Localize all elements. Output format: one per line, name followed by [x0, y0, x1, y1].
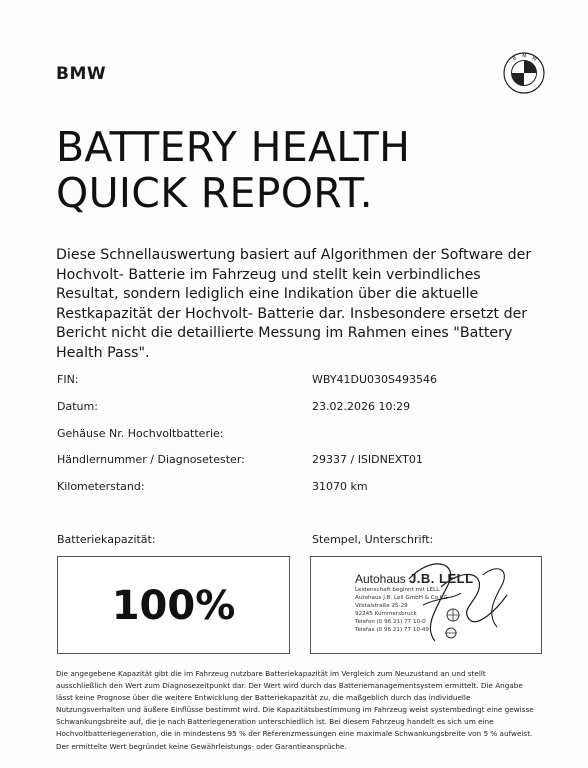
- stamp-company: [355, 571, 495, 586]
- dealer-stamp: [355, 571, 495, 634]
- stamp-line-4: Telefon (0 96 21) 77 10-0: [355, 619, 426, 625]
- dealer-label: Händlernummer / Diagnosetester:: [57, 453, 245, 466]
- svg-text:B: B: [511, 55, 518, 63]
- stamp-line-5: Telefax (0 96 21) 77 10-49: [355, 627, 430, 633]
- svg-text:W: W: [530, 55, 538, 63]
- report-title: [56, 124, 410, 216]
- housing-number-label: Gehäuse Nr. Hochvoltbatterie:: [57, 427, 224, 440]
- brand-wordmark: BMW: [56, 64, 107, 84]
- dealer-value: 29337 / ISIDNEXT01: [312, 453, 423, 466]
- capacity-value: 100%: [111, 583, 236, 629]
- date-label: Datum:: [57, 400, 98, 413]
- stamp-line-3: 92245 Kümmersbruck: [355, 611, 417, 617]
- stamp-line-1: Autohaus J.B. Lell GmbH & Co.KG: [355, 595, 448, 601]
- title-line-2: QUICK REPORT.: [56, 169, 373, 217]
- capacity-label: Batteriekapazität:: [57, 533, 156, 546]
- fin-value: WBY41DU030S493546: [312, 373, 438, 386]
- capacity-box: [57, 556, 290, 654]
- stamp-company-prefix: Autohaus: [355, 572, 406, 586]
- stamp-tagline: Leidenschaft beginnt mit LELL: [355, 587, 440, 593]
- title-line-1: BATTERY HEALTH: [56, 123, 411, 171]
- mileage-label: Kilometerstand:: [57, 480, 145, 493]
- mileage-value: 31070 km: [312, 480, 368, 493]
- intro-paragraph: Diese Schnellauswertung basiert auf Algorithmen der Software der Hochvolt- Batterie im Fahrzeug und stellt kein verbindliches Resultat, sondern lediglich eine Indikation über die aktuelle Restkapazität der Hochvolt- Batterie dar. Insbesondere ersetzt der Bericht nicht die detaillierte Messung im Rahmen eines "Battery Health Pass".: [56, 247, 532, 361]
- date-value: 23.02.2026 10:29: [312, 400, 411, 413]
- stamp-company-name: J.B. LELL: [409, 571, 474, 586]
- bmw-roundel-icon: [503, 52, 545, 94]
- disclaimer-text: Die angegebene Kapazität gibt die im Fahrzeug nutzbare Batteriekapazität im Vergleich zum Neuzustand an und stellt ausschließlich den Wert zum Diagnosezeitpunkt dar. Der Wert wird durch das Batteriemanagementsystem ermittelt. Die Angabe lässt keine Prognose über die weitere Entwicklung der Batteriekapazität zu, die maßgeblich durch das individuelle Nutzungsverhalten und äußere Einflüsse bestimmt wird. Die Kapazitätsbestimmung im Fahrzeug weist systembedingt eine gewisse Schwankungsbreite auf, die je nach Batteriegeneration unterschiedlich ist. Bei diesem Fahrzeug handelt es sich um eine Hochvoltbatteriegeneration, die in mindestens 95 % der Referenzmessungen eine maximale Schwankungsbreite von 5 % aufweist. Der ermittelte Wert begründet keine Gewährleistungs- oder Garantieansprüche.: [56, 669, 534, 751]
- stamp-line-2: Vilstalstraße 25-29: [355, 603, 408, 609]
- svg-text:M: M: [522, 53, 527, 60]
- stamp-label: Stempel, Unterschrift:: [312, 533, 434, 546]
- stamp-box: [310, 556, 542, 654]
- fin-label: FIN:: [57, 373, 79, 386]
